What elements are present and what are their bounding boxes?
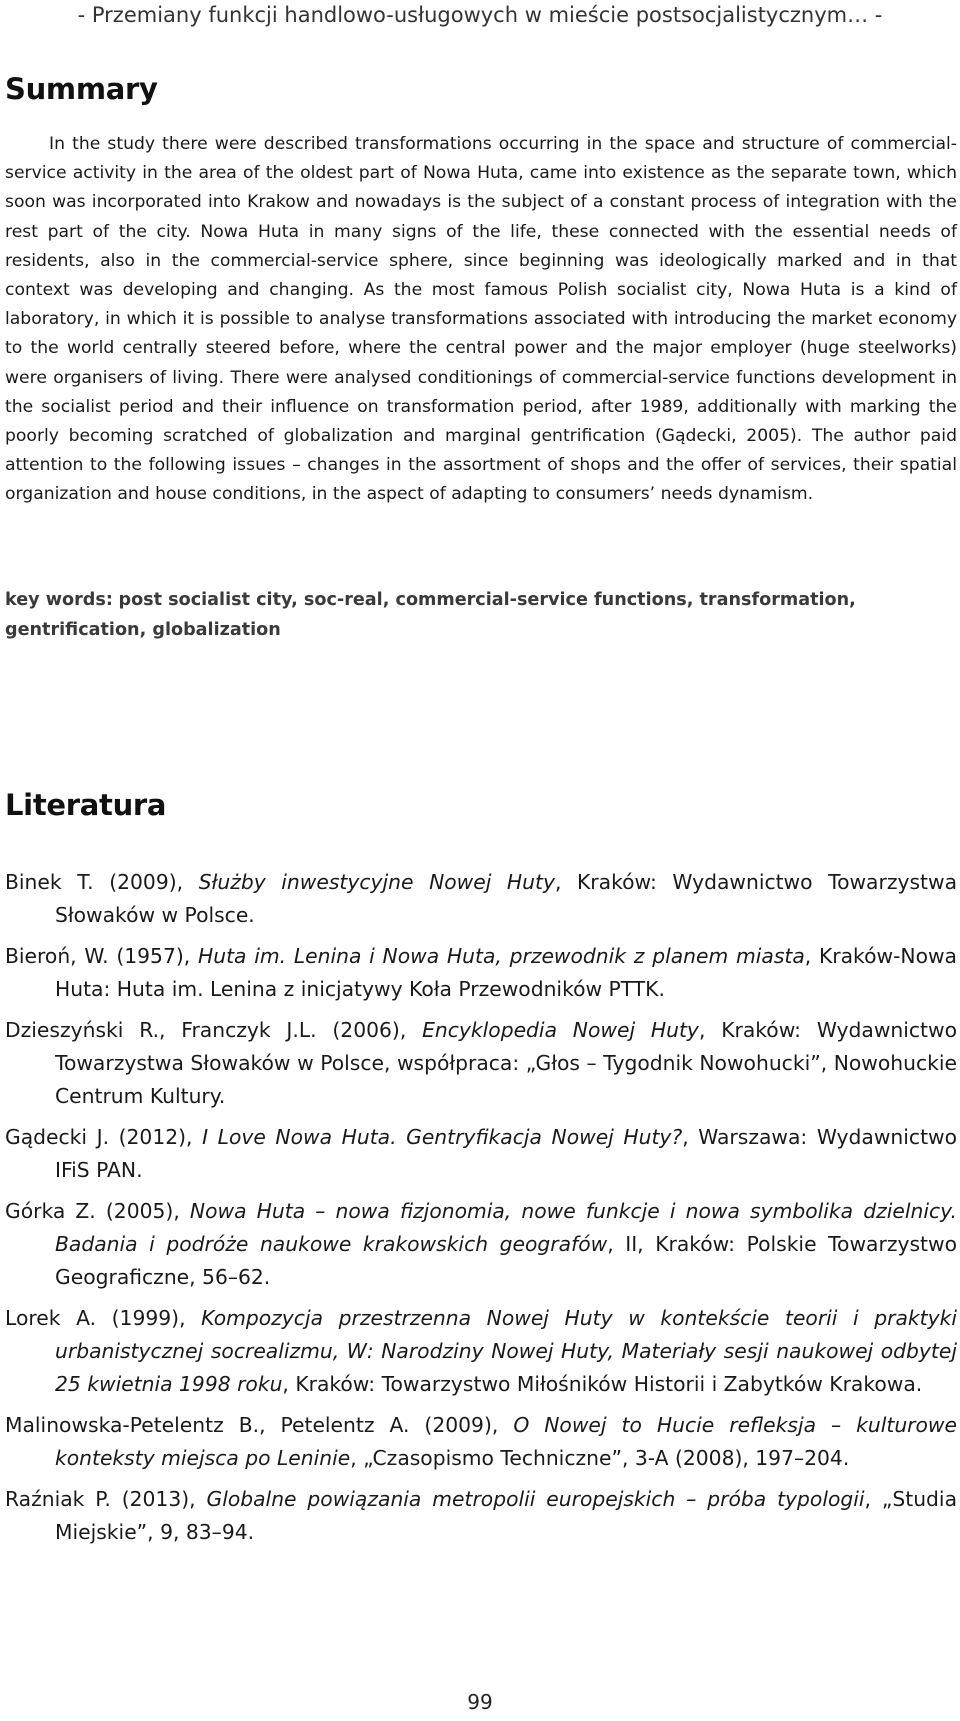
reference-item: [5, 940, 957, 1006]
reference-publisher: , Kraków: Wydawnictwo Towarzystwa Słowaków w Polsce.: [55, 870, 958, 927]
reference-authors: Dzieszyński R., Franczyk J.L. (2006),: [5, 1018, 423, 1042]
running-header: - Przemiany funkcji handlowo-usługowych w mieście postsocjalistycznym… -: [77, 3, 883, 27]
reference-item: [5, 1195, 957, 1294]
reference-title: Kompozycja przestrzenna Nowej Huty w kontekście teorii i praktyki urbanistycznej socrealizmu, W: Narodziny Nowej Huty, Materiały sesji naukowej odbytej 25 kwietnia 1998 roku: [55, 1306, 957, 1396]
reference-authors: Raźniak P. (2013),: [5, 1487, 207, 1511]
reference-item: [5, 1302, 957, 1401]
literature-heading: Literatura: [5, 788, 167, 822]
reference-list: [5, 866, 957, 1557]
summary-paragraph: In the study there were described transformations occurring in the space and structure of commercial-service activity in the area of the oldest part of Nowa Huta, came into existence as the separate town, which soon was incorporated into Krakow and nowadays is the subject of a constant process of integration with the rest part of the city. Nowa Huta in many signs of the life, these connected with the essential needs of residents, also in the commercial-service sphere, since beginning was ideologically marked and in that context was developing and changing. As the most famous Polish socialist city, Nowa Huta is a kind of laboratory, in which it is possible to analyse transformations associated with introducing the market economy to the world centrally steered before, where the central power and the major employer (huge steelworks) were organisers of living. There were analysed conditionings of commercial-service functions development in the socialist period and their influence on transformation period, after 1989, additionally with marking the poorly becoming scratched of globalization and marginal gentrification (Gądecki, 2005). The author paid attention to the following issues – changes in the assortment of shops and the offer of services, their spatial organization and house conditions, in the aspect of adapting to consumers’ needs dynamism.: [5, 134, 957, 505]
reference-authors: Gądecki J. (2012),: [5, 1125, 203, 1149]
reference-authors: Binek T. (2009),: [5, 870, 199, 894]
reference-title: Huta im. Lenina i Nowa Huta, przewodnik z planem miasta: [197, 944, 805, 968]
keywords: [5, 585, 957, 645]
reference-authors: Malinowska-Petelentz B., Petelentz A. (2009),: [5, 1413, 514, 1437]
keywords-list: post socialist city, soc-real, commercial-service functions, transformation, gentrification, globalization: [5, 590, 856, 640]
reference-title: Globalne powiązania metropolii europejskich – próba typologii: [206, 1487, 865, 1511]
reference-item: [5, 1483, 957, 1549]
reference-title: O Nowej to Hucie refleksja – kulturowe konteksty miejsca po Leninie: [55, 1413, 957, 1470]
reference-title: I Love Nowa Huta. Gentryfikacja Nowej Huty?: [202, 1125, 683, 1149]
reference-item: [5, 1409, 957, 1475]
reference-publisher: , Kraków: Towarzystwo Miłośników Historii i Zabytków Krakowa.: [282, 1372, 923, 1396]
reference-item: [5, 1121, 957, 1187]
reference-publisher: , Kraków-Nowa Huta: Huta im. Lenina z inicjatywy Koła Przewodników PTTK.: [55, 944, 957, 1001]
reference-authors: Górka Z. (2005),: [5, 1199, 190, 1223]
reference-authors: Lorek A. (1999),: [5, 1306, 202, 1330]
reference-publisher: , „Studia Miejskie”, 9, 83–94.: [55, 1487, 957, 1544]
reference-item: [5, 866, 957, 932]
reference-publisher: , II, Kraków: Polskie Towarzystwo Geograficzne, 56–62.: [55, 1232, 957, 1289]
reference-title: Służby inwestycyjne Nowej Huty: [198, 870, 555, 894]
summary-heading: Summary: [5, 72, 158, 106]
reference-publisher: , „Czasopismo Techniczne”, 3-A (2008), 197–204.: [350, 1446, 850, 1470]
reference-item: [5, 1014, 957, 1113]
reference-authors: Bieroń, W. (1957),: [5, 944, 198, 968]
reference-title: Nowa Huta – nowa fizjonomia, nowe funkcje i nowa symbolika dzielnicy. Badania i podróże naukowe krakowskich geografów: [55, 1199, 957, 1256]
reference-publisher: , Kraków: Wydawnictwo Towarzystwa Słowaków w Polsce, współpraca: „Głos – Tygodnik Nowohucki”, Nowohuckie Centrum Kultury.: [55, 1018, 957, 1108]
reference-publisher: , Warszawa: Wydawnictwo IFiS PAN.: [55, 1125, 958, 1182]
keywords-label: key words:: [5, 590, 113, 610]
page-number: 99: [467, 1690, 493, 1714]
reference-title: Encyklopedia Nowej Huty: [422, 1018, 699, 1042]
